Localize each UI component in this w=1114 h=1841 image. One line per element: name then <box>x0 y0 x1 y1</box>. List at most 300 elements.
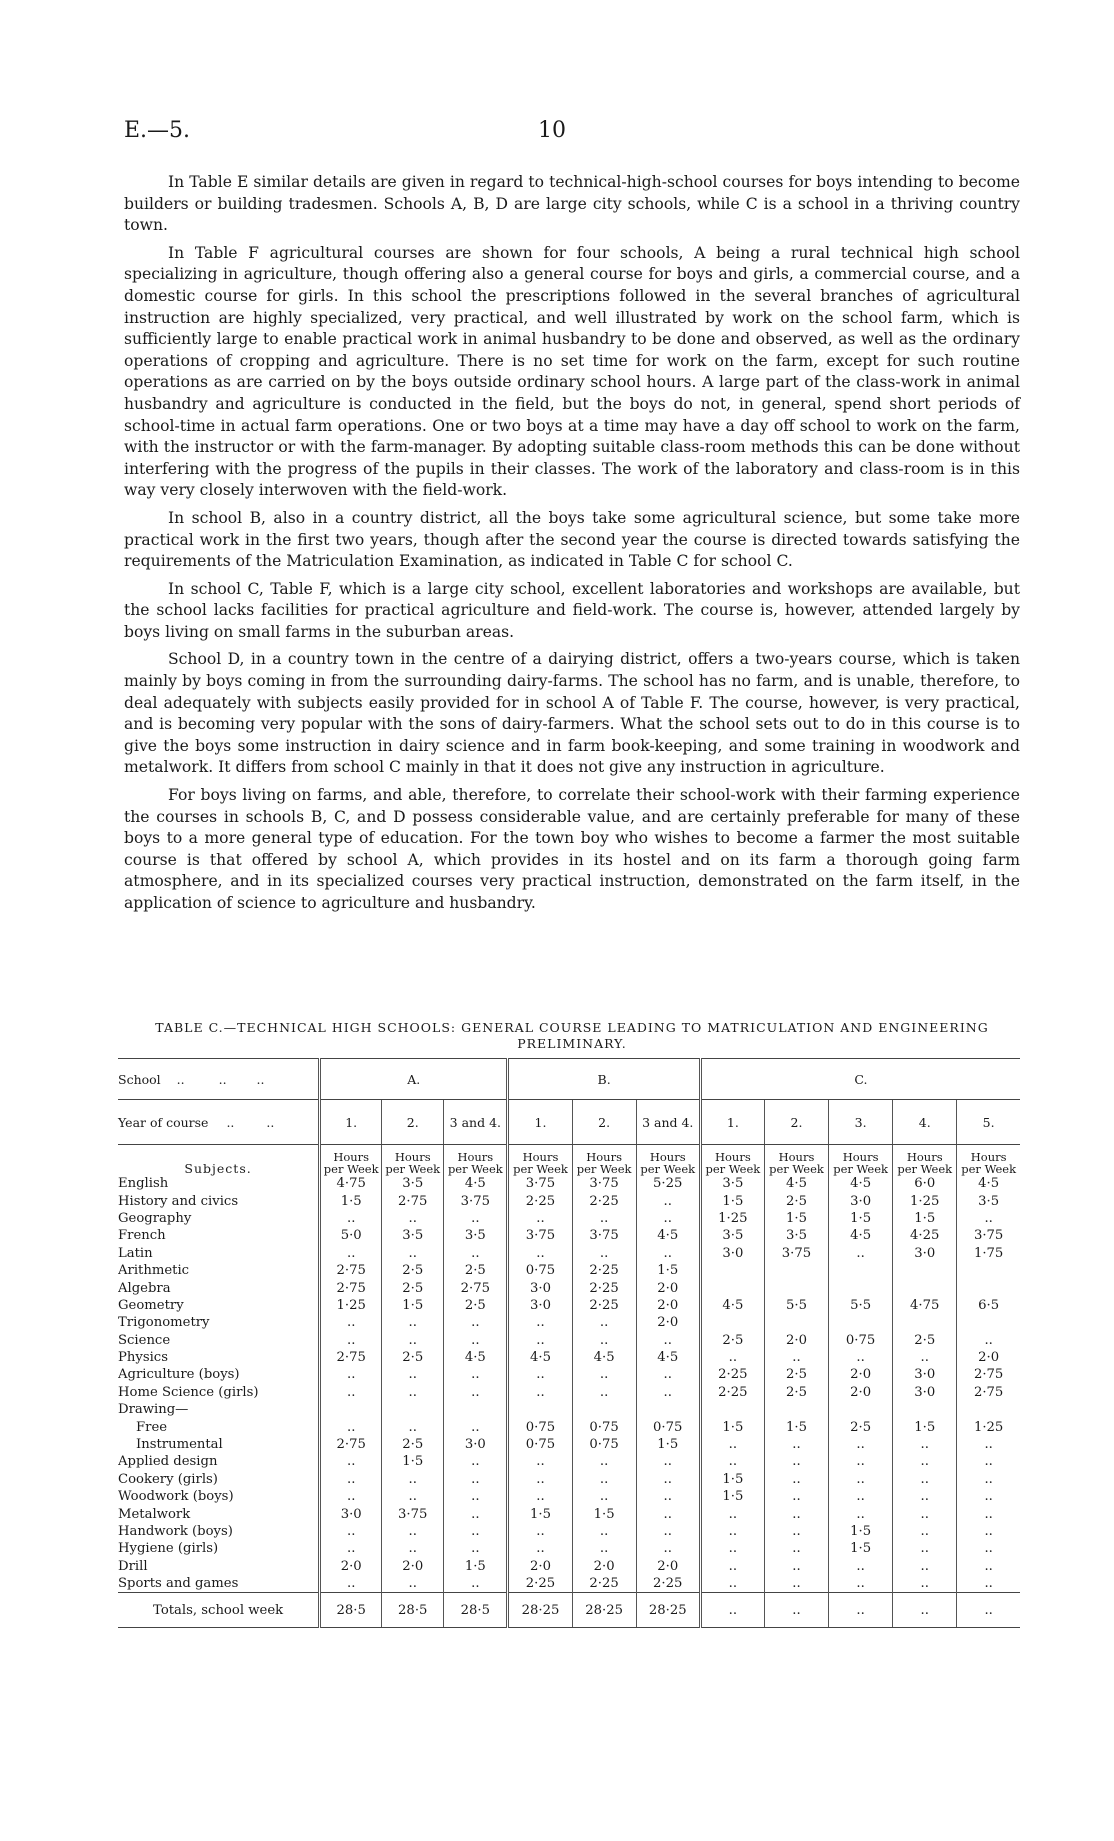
subjects-header: Subjects. <box>184 1161 252 1176</box>
value-cell: 1·5 <box>764 1418 828 1435</box>
subject-name: Algebra <box>118 1280 171 1296</box>
value-cell: 3·0 <box>444 1436 508 1453</box>
leader-dots: .. <box>176 1071 185 1087</box>
unit-line: Hours <box>906 1150 943 1164</box>
value-cell: .. <box>636 1384 700 1401</box>
value-cell: 4·5 <box>444 1349 508 1366</box>
subject-cell <box>118 1245 320 1262</box>
subject-name: Handwork (boys) <box>118 1524 233 1539</box>
value-cell: .. <box>829 1505 893 1522</box>
value-cell: .. <box>444 1418 508 1435</box>
value-cell: 5·5 <box>829 1297 893 1314</box>
value-cell: .. <box>444 1245 508 1262</box>
value-cell <box>572 1401 636 1418</box>
value-cell: .. <box>382 1523 444 1540</box>
value-cell: .. <box>382 1384 444 1401</box>
school-b-header: B. <box>508 1059 700 1100</box>
value-cell: 1·25 <box>700 1210 764 1227</box>
value-cell: 2·0 <box>829 1384 893 1401</box>
value-cell: 6·0 <box>893 1175 957 1192</box>
subject-name: Metalwork <box>118 1506 191 1522</box>
total-cell: 28·5 <box>320 1593 382 1628</box>
total-cell: 28·5 <box>382 1593 444 1628</box>
table-row <box>118 1279 1020 1296</box>
value-cell: .. <box>764 1349 828 1366</box>
value-cell <box>829 1314 893 1331</box>
value-cell: .. <box>764 1436 828 1453</box>
value-cell: 1·5 <box>444 1558 508 1575</box>
value-cell: 3·75 <box>444 1192 508 1209</box>
value-cell: 3·0 <box>829 1192 893 1209</box>
value-cell: 2·0 <box>636 1558 700 1575</box>
value-cell: .. <box>444 1366 508 1383</box>
value-cell: 3·5 <box>957 1192 1020 1209</box>
value-cell <box>636 1401 700 1418</box>
value-cell: .. <box>829 1575 893 1593</box>
year-header: 3 and 4. <box>636 1100 700 1145</box>
table-row <box>118 1384 1020 1401</box>
school-label-cell <box>118 1059 320 1100</box>
value-cell: .. <box>636 1488 700 1505</box>
value-cell: 0·75 <box>508 1436 572 1453</box>
value-cell: .. <box>572 1210 636 1227</box>
value-cell: 0·75 <box>572 1436 636 1453</box>
value-cell: .. <box>893 1471 957 1488</box>
value-cell: 2·0 <box>320 1558 382 1575</box>
value-cell: 1·25 <box>893 1192 957 1209</box>
value-cell: 0·75 <box>572 1418 636 1435</box>
total-cell: 28·25 <box>636 1593 700 1628</box>
table-row <box>118 1488 1020 1505</box>
leader-dots: .. <box>266 1114 275 1130</box>
subject-cell <box>118 1192 320 1209</box>
unit-line: Hours <box>333 1150 370 1164</box>
value-cell: 3·75 <box>382 1505 444 1522</box>
value-cell: .. <box>320 1575 382 1593</box>
value-cell <box>829 1262 893 1279</box>
value-cell: 4·5 <box>957 1175 1020 1192</box>
value-cell <box>320 1401 382 1418</box>
value-cell: .. <box>636 1505 700 1522</box>
value-cell: 3·0 <box>320 1505 382 1522</box>
subject-cell <box>118 1540 320 1557</box>
value-cell: 2·5 <box>764 1192 828 1209</box>
value-cell: .. <box>320 1471 382 1488</box>
table-row <box>118 1314 1020 1331</box>
subject-name: Applied design <box>118 1454 218 1470</box>
value-cell: .. <box>957 1558 1020 1575</box>
table-title-line: TABLE C.—TECHNICAL HIGH SCHOOLS: GENERAL COURSE LEADING TO MATRICULATION AND ENGINEERING <box>155 1020 989 1035</box>
value-cell: .. <box>444 1210 508 1227</box>
value-cell: .. <box>444 1332 508 1349</box>
value-cell: .. <box>764 1575 828 1593</box>
subject-name: Geometry <box>118 1297 184 1313</box>
value-cell: 2·75 <box>382 1192 444 1209</box>
value-cell: 2·25 <box>572 1575 636 1593</box>
value-cell: 2·5 <box>893 1332 957 1349</box>
value-cell: 5·25 <box>636 1175 700 1192</box>
value-cell: 2·0 <box>764 1332 828 1349</box>
unit-line: per Week <box>640 1162 696 1176</box>
value-cell: .. <box>320 1210 382 1227</box>
unit-line: per Week <box>576 1162 632 1176</box>
table-row <box>118 1558 1020 1575</box>
value-cell: .. <box>829 1245 893 1262</box>
table-row <box>118 1505 1020 1522</box>
value-cell: 1·5 <box>829 1523 893 1540</box>
value-cell: 2·0 <box>508 1558 572 1575</box>
value-cell: .. <box>382 1245 444 1262</box>
value-cell: 4·5 <box>444 1175 508 1192</box>
value-cell: 2·25 <box>700 1366 764 1383</box>
subject-cell <box>118 1384 320 1401</box>
leader-dots: .. <box>218 1071 227 1087</box>
value-cell: 4·75 <box>320 1175 382 1192</box>
value-cell: .. <box>444 1471 508 1488</box>
body-text <box>124 172 1020 921</box>
value-cell: 2·0 <box>636 1297 700 1314</box>
value-cell: 1·5 <box>636 1436 700 1453</box>
value-cell: 2·5 <box>829 1418 893 1435</box>
value-cell: 3·0 <box>508 1279 572 1296</box>
value-cell: .. <box>572 1332 636 1349</box>
value-cell: .. <box>829 1453 893 1470</box>
value-cell: .. <box>636 1540 700 1557</box>
value-cell: .. <box>572 1540 636 1557</box>
paragraph: For boys living on farms, and able, therefore, to correlate their school-work with their farming experience the courses in schools B, C, and D possess considerable value, and are certainly preferable for many of these boys to a more general type of education. For the town boy who wishes to become a farmer the most suitable course is that offered by school A, which provides in its hostel and on its farm a thorough going farm atmosphere, and in its specialized courses very practical instruction, demonstrated on the farm itself, in the application of science to agriculture and husbandry. <box>124 786 1020 912</box>
year-header: 3. <box>829 1100 893 1145</box>
subject-name: Arithmetic <box>118 1263 190 1279</box>
value-cell: 1·5 <box>829 1210 893 1227</box>
subject-name: Latin <box>118 1245 153 1261</box>
value-cell: 3·75 <box>508 1227 572 1244</box>
value-cell: .. <box>320 1418 382 1435</box>
value-cell: .. <box>320 1332 382 1349</box>
unit-header <box>957 1145 1020 1176</box>
value-cell: 3·0 <box>700 1245 764 1262</box>
value-cell: 2·0 <box>957 1349 1020 1366</box>
value-cell: 1·5 <box>700 1471 764 1488</box>
value-cell: 1·5 <box>508 1505 572 1522</box>
value-cell <box>957 1262 1020 1279</box>
value-cell: .. <box>508 1453 572 1470</box>
value-cell: 2·5 <box>382 1436 444 1453</box>
value-cell: .. <box>700 1505 764 1522</box>
value-cell: 2·75 <box>957 1366 1020 1383</box>
unit-line: Hours <box>522 1150 559 1164</box>
value-cell <box>957 1401 1020 1418</box>
unit-line: Hours <box>778 1150 815 1164</box>
value-cell: .. <box>320 1523 382 1540</box>
table-row <box>118 1523 1020 1540</box>
unit-header <box>829 1145 893 1176</box>
value-cell: .. <box>572 1384 636 1401</box>
value-cell: .. <box>572 1245 636 1262</box>
subject-cell <box>118 1366 320 1383</box>
subject-cell <box>118 1279 320 1296</box>
value-cell: .. <box>957 1488 1020 1505</box>
value-cell: 4·25 <box>893 1227 957 1244</box>
year-header: 2. <box>764 1100 828 1145</box>
unit-line: per Week <box>447 1162 503 1176</box>
value-cell: .. <box>893 1488 957 1505</box>
value-cell: .. <box>572 1523 636 1540</box>
value-cell: .. <box>508 1523 572 1540</box>
value-cell: .. <box>444 1540 508 1557</box>
unit-line: Hours <box>586 1150 622 1164</box>
hours-table <box>118 1058 1020 1628</box>
value-cell <box>764 1401 828 1418</box>
value-cell: .. <box>700 1558 764 1575</box>
school-row <box>118 1059 1020 1100</box>
value-cell: .. <box>636 1366 700 1383</box>
unit-header <box>508 1145 572 1176</box>
value-cell: .. <box>957 1453 1020 1470</box>
value-cell: 3·5 <box>700 1227 764 1244</box>
year-label: Year of course <box>118 1114 209 1130</box>
value-cell: 1·5 <box>382 1297 444 1314</box>
value-cell: 3·0 <box>893 1384 957 1401</box>
value-cell: 2·5 <box>444 1297 508 1314</box>
value-cell: .. <box>382 1471 444 1488</box>
value-cell: .. <box>382 1418 444 1435</box>
table <box>118 1058 1020 1628</box>
value-cell: 3·75 <box>957 1227 1020 1244</box>
value-cell: 1·5 <box>320 1192 382 1209</box>
value-cell: 3·75 <box>508 1175 572 1192</box>
value-cell: .. <box>572 1366 636 1383</box>
subject-cell <box>118 1505 320 1522</box>
value-cell: 2·5 <box>382 1349 444 1366</box>
value-cell: 3·0 <box>508 1297 572 1314</box>
value-cell: 2·25 <box>572 1279 636 1296</box>
value-cell: 2·75 <box>320 1279 382 1296</box>
unit-header <box>382 1145 444 1176</box>
unit-line: per Week <box>513 1162 568 1176</box>
value-cell: 1·5 <box>572 1505 636 1522</box>
value-cell <box>829 1279 893 1296</box>
subject-name: Sports and games <box>118 1576 239 1592</box>
value-cell <box>700 1314 764 1331</box>
subject-cell <box>118 1453 320 1470</box>
subject-cell <box>118 1418 320 1435</box>
unit-header <box>893 1145 957 1176</box>
value-cell: .. <box>764 1471 828 1488</box>
unit-line: per Week <box>385 1162 441 1176</box>
subject-name: Agriculture (boys) <box>118 1367 240 1383</box>
year-header: 5. <box>957 1100 1020 1145</box>
value-cell: .. <box>508 1366 572 1383</box>
school-a-header: A. <box>320 1059 508 1100</box>
value-cell <box>893 1262 957 1279</box>
table-row <box>118 1401 1020 1418</box>
unit-line: per Week <box>323 1162 379 1176</box>
totals-label: Totals, school week <box>118 1593 320 1628</box>
value-cell: .. <box>444 1505 508 1522</box>
value-cell: 3·5 <box>382 1175 444 1192</box>
value-cell: 1·5 <box>382 1453 444 1470</box>
total-cell: .. <box>829 1593 893 1628</box>
subject-name: Woodwork (boys) <box>118 1489 234 1505</box>
value-cell: .. <box>320 1366 382 1383</box>
value-cell: 2·0 <box>829 1366 893 1383</box>
value-cell: .. <box>320 1488 382 1505</box>
value-cell: .. <box>382 1314 444 1331</box>
table-row <box>118 1332 1020 1349</box>
year-header: 3 and 4. <box>444 1100 508 1145</box>
value-cell: .. <box>957 1505 1020 1522</box>
value-cell: 4·5 <box>829 1175 893 1192</box>
value-cell: .. <box>508 1314 572 1331</box>
subject-name: Cookery (girls) <box>118 1471 218 1487</box>
unit-line: Hours <box>714 1150 751 1164</box>
subject-cell <box>118 1297 320 1314</box>
subject-name: English <box>118 1176 169 1192</box>
value-cell: .. <box>893 1540 957 1557</box>
value-cell: .. <box>444 1453 508 1470</box>
value-cell <box>508 1401 572 1418</box>
school-c-header: C. <box>700 1059 1020 1100</box>
unit-line: per Week <box>897 1162 953 1176</box>
value-cell: .. <box>636 1332 700 1349</box>
table-row <box>118 1175 1020 1192</box>
value-cell: .. <box>893 1453 957 1470</box>
table-row <box>118 1227 1020 1244</box>
value-cell <box>893 1314 957 1331</box>
paragraph: In school B, also in a country district, all the boys take some agricultural science, but some take more practical work in the first two years, though after the second year the course is directed towards satisfying the requirements of the Matriculation Examination, as indicated in Table C for school C. <box>124 508 1020 571</box>
value-cell: 2·25 <box>508 1192 572 1209</box>
year-row <box>118 1100 1020 1145</box>
paragraph: School D, in a country town in the centre of a dairying district, offers a two-years course, which is taken mainly by boys coming in from the surrounding dairy-farms. The school has no farm, and is unable, therefore, to deal adequately with subjects easily provided for in school A of Table F. The course, however, is very practical, and is becoming very popular with the sons of dairy-farmers. What the school sets out to do in this course is to give the boys some instruction in dairy science and in farm book-keeping, and some training in woodwork and metalwork. It differs from school C mainly in that it does not give any instruction in agriculture. <box>124 650 1020 777</box>
subject-cell <box>118 1436 320 1453</box>
value-cell: .. <box>957 1540 1020 1557</box>
unit-line: Hours <box>394 1150 431 1164</box>
year-header: 1. <box>700 1100 764 1145</box>
table-row <box>118 1540 1020 1557</box>
total-cell: 28·25 <box>572 1593 636 1628</box>
value-cell: 1·5 <box>700 1192 764 1209</box>
value-cell: 2·75 <box>957 1384 1020 1401</box>
value-cell <box>700 1262 764 1279</box>
value-cell: .. <box>829 1349 893 1366</box>
value-cell: .. <box>829 1488 893 1505</box>
subject-name: Trigonometry <box>118 1315 210 1331</box>
value-cell: .. <box>572 1488 636 1505</box>
unit-header <box>700 1145 764 1176</box>
value-cell: .. <box>320 1314 382 1331</box>
total-cell: 28·5 <box>444 1593 508 1628</box>
value-cell: .. <box>508 1210 572 1227</box>
value-cell: 5·0 <box>320 1227 382 1244</box>
value-cell: 2·5 <box>764 1366 828 1383</box>
value-cell: .. <box>320 1540 382 1557</box>
value-cell: 3·5 <box>764 1227 828 1244</box>
table-title <box>124 1020 1020 1052</box>
value-cell <box>764 1279 828 1296</box>
value-cell: .. <box>320 1245 382 1262</box>
value-cell: .. <box>320 1384 382 1401</box>
value-cell: 3·0 <box>893 1245 957 1262</box>
value-cell: .. <box>764 1453 828 1470</box>
value-cell: .. <box>444 1575 508 1593</box>
unit-header <box>636 1145 700 1176</box>
value-cell: .. <box>700 1540 764 1557</box>
subject-name: Instrumental <box>136 1437 223 1453</box>
unit-line: Hours <box>457 1150 494 1164</box>
table-row <box>118 1366 1020 1383</box>
value-cell: 2·0 <box>572 1558 636 1575</box>
total-cell: .. <box>764 1593 828 1628</box>
table-row <box>118 1453 1020 1470</box>
year-label-cell <box>118 1100 320 1145</box>
value-cell: .. <box>508 1488 572 1505</box>
table-row <box>118 1471 1020 1488</box>
value-cell <box>764 1262 828 1279</box>
value-cell: 2·75 <box>320 1349 382 1366</box>
value-cell: 3·75 <box>764 1245 828 1262</box>
value-cell: 2·25 <box>700 1384 764 1401</box>
value-cell: 4·5 <box>508 1349 572 1366</box>
value-cell <box>700 1279 764 1296</box>
value-cell: 2·0 <box>636 1314 700 1331</box>
table-row <box>118 1297 1020 1314</box>
value-cell: 1·5 <box>829 1540 893 1557</box>
value-cell: 1·5 <box>893 1210 957 1227</box>
value-cell: 1·75 <box>957 1245 1020 1262</box>
value-cell: 3·5 <box>700 1175 764 1192</box>
value-cell: 2·0 <box>636 1279 700 1296</box>
unit-line: per Week <box>705 1162 761 1176</box>
value-cell: 2·5 <box>382 1279 444 1296</box>
value-cell: 2·25 <box>572 1262 636 1279</box>
value-cell <box>893 1279 957 1296</box>
subject-name: Drill <box>118 1558 148 1574</box>
value-cell: 0·75 <box>636 1418 700 1435</box>
value-cell: 1·5 <box>636 1262 700 1279</box>
total-cell: .. <box>893 1593 957 1628</box>
subject-cell <box>118 1558 320 1575</box>
value-cell: .. <box>764 1540 828 1557</box>
unit-header <box>572 1145 636 1176</box>
value-cell: 3·0 <box>893 1366 957 1383</box>
unit-header <box>764 1145 828 1176</box>
value-cell <box>957 1279 1020 1296</box>
value-cell: 1·5 <box>893 1418 957 1435</box>
subject-name: Free <box>136 1419 168 1435</box>
subject-cell <box>118 1523 320 1540</box>
value-cell: 1·25 <box>957 1418 1020 1435</box>
year-header: 1. <box>508 1100 572 1145</box>
value-cell: .. <box>444 1488 508 1505</box>
value-cell: 4·5 <box>636 1349 700 1366</box>
subject-name: Physics <box>118 1350 168 1366</box>
value-cell: .. <box>572 1471 636 1488</box>
value-cell: .. <box>572 1453 636 1470</box>
value-cell: .. <box>636 1453 700 1470</box>
value-cell: .. <box>957 1575 1020 1593</box>
value-cell <box>957 1314 1020 1331</box>
subject-cell <box>118 1575 320 1593</box>
value-cell: 2·25 <box>572 1192 636 1209</box>
value-cell: 4·5 <box>700 1297 764 1314</box>
table-row <box>118 1418 1020 1435</box>
subject-name: Hygiene (girls) <box>118 1541 219 1557</box>
value-cell: .. <box>957 1210 1020 1227</box>
value-cell: 2·25 <box>636 1575 700 1593</box>
value-cell: .. <box>893 1523 957 1540</box>
value-cell: 1·5 <box>764 1210 828 1227</box>
subject-cell <box>118 1349 320 1366</box>
